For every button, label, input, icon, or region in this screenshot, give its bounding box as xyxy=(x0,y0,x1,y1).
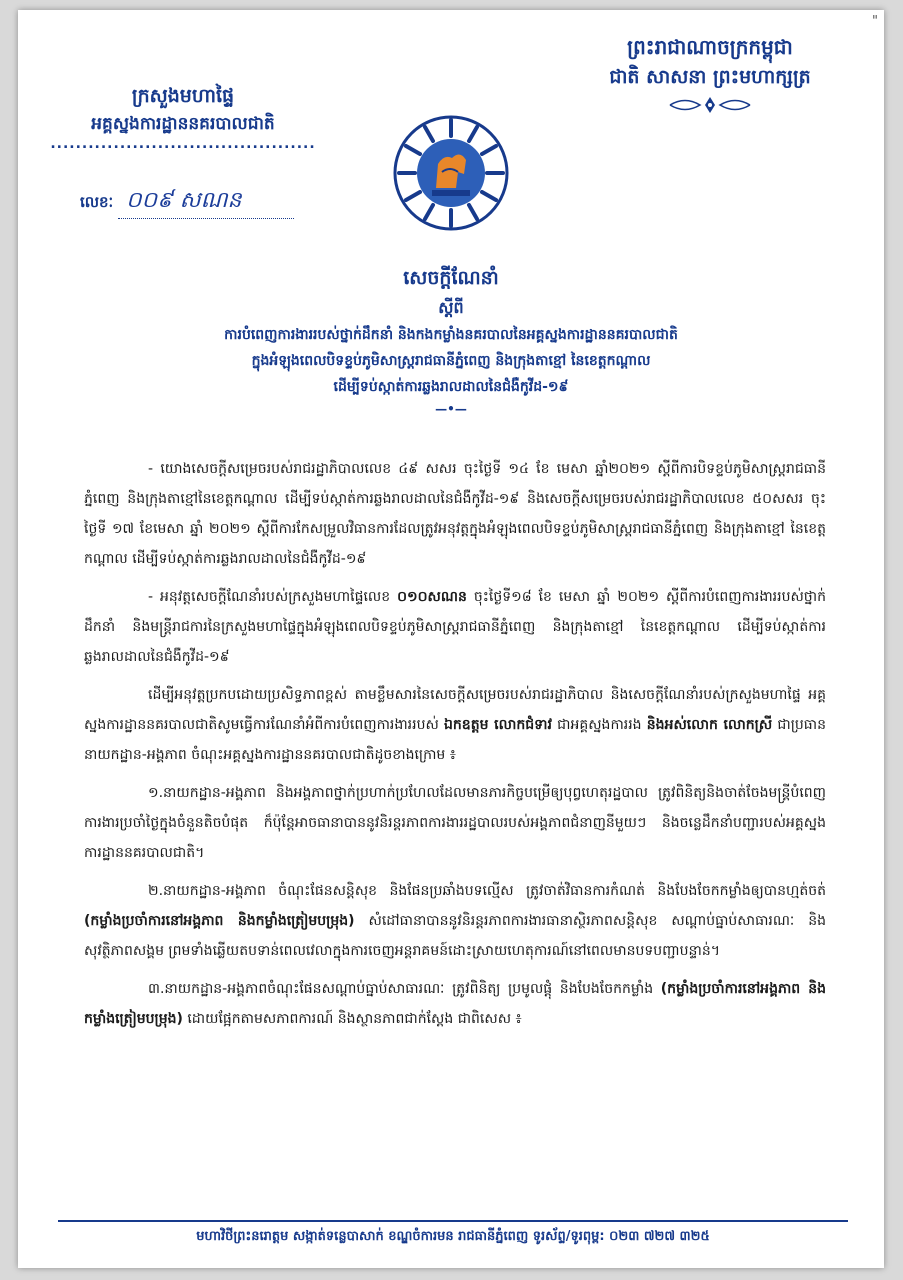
kingdom-header xyxy=(560,32,860,118)
p2-part-a: - អនុវត្តសេចក្តីណែនាំរបស់ក្រសួងមហាផ្ទៃលេខ xyxy=(148,589,398,605)
document-subject-line-1: ការបំពេញការងាររបស់ថ្នាក់ដឹកនាំ និងកងកម្លាំងនគរបាលនៃអគ្គស្នងការដ្ឋាននគរបាលជាតិ xyxy=(224,327,678,343)
ministry-header xyxy=(48,82,318,150)
kingdom-title: ព្រះរាជាណាចក្រកម្ពុជា xyxy=(627,35,793,59)
reference-value: ០០៩ សណន xyxy=(118,186,294,219)
p2-part-c: ចុះថ្ងៃទី១៨ ខែ មេសា ឆ្នាំ ២០២១ ស្តីពីការបំពេញការងាររបស់ថ្នាក់ដឹកនាំ និងមន្ត្រីរាជការនៃក្រសួងមហាផ្ទៃក្នុងអំឡុងពេលបិទខ្ទប់ភូមិសាស្ត្ររាជធានីភ្នំពេញ និងក្រុងតាខ្មៅ នៃខេត្តកណ្តាល ដើម្បីទប់ស្កាត់ការឆ្លងរាលដាលនៃជំងឺកូវីដ-១៩ xyxy=(84,589,826,665)
title-divider: —•— xyxy=(435,402,467,416)
p3-bold-1: ឯកឧត្តម លោកជំទាវ xyxy=(444,717,552,733)
footer-divider xyxy=(58,1220,848,1222)
document-title-block xyxy=(78,262,824,416)
document-title: សេចក្តីណែនាំ xyxy=(403,267,499,289)
p2-ref-bold: ០១០សណន xyxy=(397,589,467,605)
document-subject-label: ស្តីពី xyxy=(438,298,464,317)
document-subject-line-3: ដើម្បីទប់ស្កាត់ការឆ្លងរាលដាលនៃជំងឺកូវីដ-១៩ xyxy=(333,379,569,395)
p6-part-a: ៣.នាយកដ្ឋាន-អង្គភាពចំណុះផែនសណ្តាប់ធ្នាប់សាធារណៈ ត្រូវពិនិត្យ ប្រមូលផ្តុំ និងបែងចែកកម្លាំង xyxy=(148,981,661,997)
p6-bold: (កម្លាំងប្រចាំការនៅអង្គភាព និងកម្លាំងត្រៀមបម្រុង) xyxy=(84,981,826,1027)
divider-dots: .......................................... xyxy=(50,136,316,152)
p5-part-c: សំដៅធានាបាននូវនិរន្តរភាពការងារធានាស្ថិរភាពសន្តិសុខ សណ្តាប់ធ្នាប់សាធារណៈ និងសុវត្ថិភាពសង្គម ព្រមទាំងឆ្លើយតបទាន់ពេលវេលាក្នុងការចេញអន្តរាគមន៍ដោះស្រាយហេតុការណ៍នៅពេលមានបទបញ្ជាបន្ទាន់។ xyxy=(84,913,826,959)
document-body xyxy=(84,454,826,1042)
p5-part-a: ២.នាយកដ្ឋាន-អង្គភាព ចំណុះផែនសន្តិសុខ និងផែនប្រឆាំងបទល្មើស ត្រូវចាត់វិធានការកំណត់ និងបែងចែកកម្លាំងឲ្យបានហ្មត់ចត់ xyxy=(148,883,826,899)
kingdom-motto: ជាតិ សាសនា ព្រះមហាក្សត្រ xyxy=(609,66,811,88)
paragraph-reference-2 xyxy=(84,582,826,672)
footer-address: មហាវិថីព្រះនរោត្តម សង្កាត់ទន្លេបាសាក់ ខណ្ឌចំការមន រាជធានីភ្នំពេញ ទូរស័ព្ទ/ទូរពុម្ព: ០២៣ ៧២៧ ៣២៥ xyxy=(196,1229,710,1244)
reference-number xyxy=(80,186,294,219)
p3-part-c: ជាអគ្គស្នងការរង xyxy=(551,717,647,733)
corner-mark: " xyxy=(872,14,878,29)
p5-bold: (កម្លាំងប្រចាំការនៅអង្គភាព និងកម្លាំងត្រៀមបម្រុង) xyxy=(84,913,355,929)
reference-label: លេខៈ xyxy=(80,193,114,211)
document-page xyxy=(18,10,884,1268)
ministry-name: ក្រសួងមហាផ្ទៃ xyxy=(131,85,235,107)
paragraph-item-2 xyxy=(84,876,826,966)
document-subject-line-2: ក្នុងអំឡុងពេលបិទខ្ទប់ភូមិសាស្ត្ររាជធានីភ្នំពេញ និងក្រុងតាខ្មៅ នៃខេត្តកណ្តាល xyxy=(251,353,651,369)
department-name: អគ្គស្នងការដ្ឋាននគរបាលជាតិ xyxy=(91,114,275,134)
paragraph-intro xyxy=(84,680,826,770)
police-emblem-icon xyxy=(392,114,510,236)
p6-part-c: ដោយផ្អែកតាមសភាពការណ៍ និងស្ថានភាពជាក់ស្តែង ជាពិសេស ៖ xyxy=(182,1011,522,1027)
paragraph-reference-1: - យោងសេចក្តីសម្រេចរបស់រាជរដ្ឋាភិបាលលេខ ៤៩ សសរ ចុះថ្ងៃទី ១៤ ខែ មេសា ឆ្នាំ២០២១ ស្តីពីការបិទខ្ទប់ភូមិសាស្ត្ររាជធានីភ្នំពេញ និងក្រុងតាខ្មៅនៃខេត្តកណ្តាល ដើម្បីទប់ស្កាត់ការឆ្លងរាលដាលនៃជំងឺកូវីដ-១៩ និងសេចក្តីសម្រេចរបស់រាជរដ្ឋាភិបាលលេខ ៥០សសរ ចុះថ្ងៃទី ១៧ ខែមេសា ឆ្នាំ ២០២១ ស្តីពីការកែសម្រួលវិធានការដែលត្រូវអនុវត្តក្នុងអំឡុងពេលបិទខ្ទប់ភូមិសាស្ត្ររាជធានីភ្នំពេញ និងក្រុងតាខ្មៅ នៃខេត្តកណ្តាល ដើម្បីទប់ស្កាត់ការឆ្លងរាលដាលនៃជំងឺកូវីដ-១៩ xyxy=(84,461,826,567)
paragraph-item-1: ១.នាយកដ្ឋាន-អង្គភាព និងអង្គភាពថ្នាក់ប្រហាក់ប្រហែលដែលមានភារកិច្ចបម្រើឲ្យបុព្វហេតុរដ្ឋបាល ត្រូវពិនិត្យនិងចាត់ចែងមន្ត្រីបំពេញការងារប្រចាំថ្ងៃក្នុងចំនួនតិចបំផុត ក៏ប៉ុន្តែអាចធានាបាននូវនិរន្តរភាពការងាររដ្ឋបាលរបស់អង្គភាពជំនាញនីមួយៗ និងចន្លេដឹកនាំបញ្ជារបស់អគ្គស្នងការដ្ឋាននគរបាលជាតិ។ xyxy=(84,785,826,861)
p3-part-a: ដើម្បីអនុវត្តប្រកបដោយប្រសិទ្ធភាពខ្ពស់ តាមខ្លឹមសារនៃសេចក្តីសម្រេចរបស់រាជរដ្ឋាភិបាល និងសេចក្តីណែនាំរបស់ក្រសួងមហាផ្ទៃ អគ្គស្នងការដ្ឋាននគរបាលជាតិសូមធ្វើការណែនាំអំពីការបំពេញការងាររបស់ xyxy=(84,687,826,733)
paragraph-item-3 xyxy=(84,974,826,1034)
p3-bold-2: និងអស់លោក លោកស្រី xyxy=(646,717,773,733)
p3-part-e: ជាប្រធាននាយកដ្ឋាន-អង្គភាព ចំណុះអគ្គស្នងការដ្ឋាននគរបាលជាតិដូចខាងក្រោម ៖ xyxy=(84,717,826,763)
ornament-icon xyxy=(560,96,860,118)
